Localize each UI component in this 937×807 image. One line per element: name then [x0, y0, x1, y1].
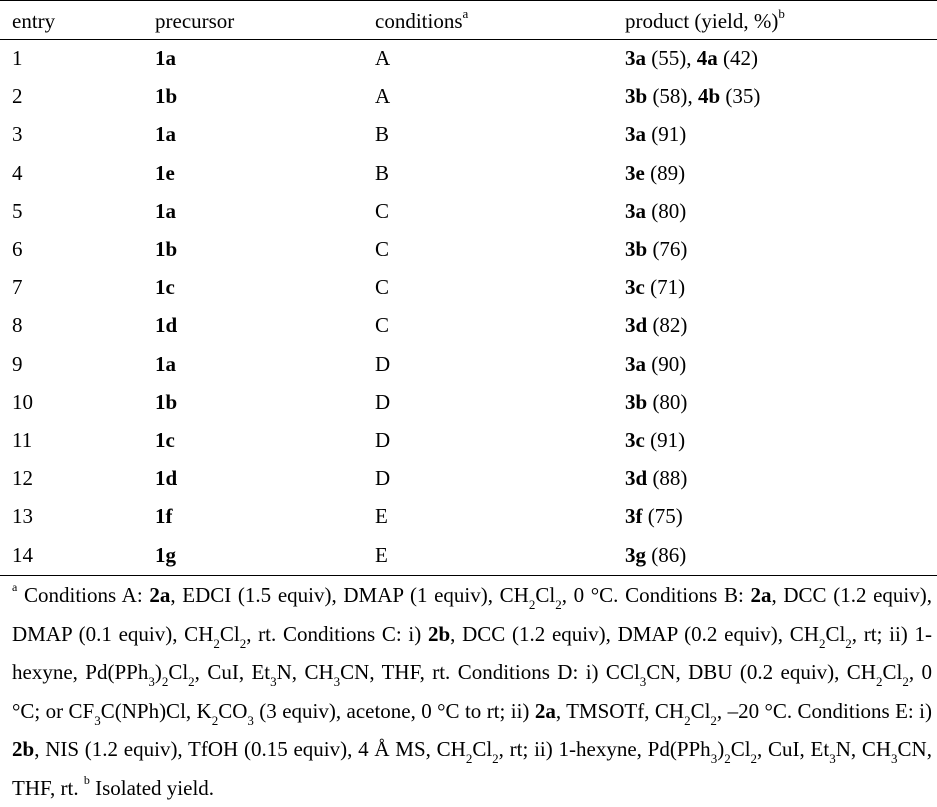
product-yield: (80) [652, 389, 688, 414]
footnote-a-segment: , CuI, Et [194, 660, 271, 684]
product-cell [625, 268, 685, 306]
table-row [0, 421, 937, 459]
footnote-a-segment: 2 [724, 751, 731, 767]
conditions-cell: C [375, 198, 390, 223]
entry-cell: 6 [12, 237, 23, 261]
conditions-cell: C [375, 313, 390, 338]
product-yield: (82) [652, 313, 688, 338]
footnote-b-marker: b [83, 772, 90, 787]
product-yield: (86) [651, 542, 687, 567]
footnote-a-marker: a [12, 580, 18, 594]
table-row [0, 345, 937, 383]
footnote-b-text: Isolated yield. [95, 775, 215, 800]
product-yield: (89) [650, 160, 686, 185]
footnote-a-segment: 2 [555, 597, 562, 613]
precursor-cell: 1f [155, 504, 173, 529]
footnote-a-segment: 3 [639, 674, 647, 690]
footnote-a-segment: 2 [528, 597, 536, 613]
conditions-cell: B [375, 160, 390, 185]
product-cell: 3a (55), 4a (42) [625, 46, 758, 70]
footnote-a-segment: 2 [845, 635, 852, 651]
footnote-a-segment: 2 [492, 751, 499, 767]
conditions-cell: B [375, 122, 390, 147]
footnote-a-segment: Cl [690, 698, 711, 723]
footnote-a-segment: Cl [825, 621, 846, 646]
table-row [0, 192, 937, 230]
table-row [0, 268, 937, 306]
footnote-a-segment: 2 [684, 712, 691, 728]
entry-cell: 12 [12, 466, 33, 491]
entry-cell: 10 [12, 389, 33, 414]
table-row [0, 536, 937, 574]
footnote-a-segment: ) [154, 660, 162, 684]
header-conditions [375, 2, 468, 40]
footnote-a-segment: 3 [710, 751, 718, 767]
table-row [0, 115, 937, 153]
product-yield: (80) [651, 198, 687, 223]
product-cell [625, 154, 685, 192]
footnote-a-segment: 2 [710, 712, 717, 728]
footnote-a-segment: 3 [270, 674, 277, 690]
product-cell [625, 345, 686, 383]
product-compound: 3d [625, 466, 648, 491]
product-compound: 3a [625, 122, 646, 147]
product-yield: (58) [652, 84, 688, 109]
entry-cell: 5 [12, 198, 23, 223]
product-yield: (88) [652, 466, 688, 491]
footnote-marker-b: b [778, 6, 785, 21]
precursor-cell: 1b [155, 389, 178, 414]
footnote-a-segment: , rt. Conditions C: i) [246, 621, 428, 646]
entry-cell: 13 [12, 504, 33, 529]
product-compound: 3f [625, 504, 643, 529]
footnote-a-segment: Cl [730, 737, 751, 761]
conditions-cell: A [375, 84, 391, 109]
footnote-a-segment: 2 [161, 674, 169, 690]
conditions-cell: C [375, 237, 390, 261]
product-compound: 3a [625, 351, 646, 376]
product-yield: (75) [647, 504, 683, 529]
footnote-a-segment: , 0 °C. Conditions B: [561, 583, 751, 607]
footnote-a-segment: ) [717, 737, 725, 761]
footnote-a-segment: 2b [12, 737, 35, 761]
precursor-cell: 1a [155, 351, 176, 376]
product-compound: 3b [625, 389, 648, 414]
product-compound: 3e [625, 160, 645, 185]
footnote-a-segment: Cl [219, 621, 240, 646]
footnote-a-segment: Conditions A: [24, 583, 150, 607]
product-yield: (55) [651, 46, 687, 70]
product-compound: 3c [625, 428, 645, 452]
header-row [0, 2, 937, 40]
header-entry: entry [12, 9, 56, 33]
precursor-cell: 1a [155, 46, 176, 70]
precursor-cell: 1c [155, 275, 175, 300]
precursor-cell: 1a [155, 198, 176, 223]
product-compound: 3d [625, 313, 648, 338]
footnote-a-segment: Cl [535, 583, 556, 607]
table-row [0, 497, 937, 535]
footnote-a-segment: 3 [333, 674, 341, 690]
table-footnotes [12, 576, 932, 807]
header-precursor: precursor [155, 9, 235, 33]
footnote-a-segment: 2 [902, 674, 909, 690]
footnote-a-segment: , NIS (1.2 equiv), TfOH (0.15 equiv), 4 Å MS, CH [34, 737, 466, 761]
footnote-a-segment: 2 [188, 674, 195, 690]
footnote-a-segment: , TMSOTf, CH [555, 698, 685, 723]
product-cell [625, 115, 686, 153]
footnote-a-segment: 2a [149, 583, 171, 607]
footnote-a-segment: 3 [247, 712, 254, 728]
footnote-a-segment: , rt; ii) 1-hexyne, Pd(PPh [12, 621, 932, 684]
footnote-a-segment: 2a [750, 583, 772, 607]
conditions-cell: A [375, 46, 391, 70]
footnote-a-segment: 3 [94, 712, 101, 728]
precursor-cell: 1b [155, 237, 178, 261]
footnote-a-segment: CN, THF, rt. Conditions D: i) CCl [340, 660, 640, 684]
product-yield: (42) [723, 46, 758, 70]
footnote-a-text [12, 583, 932, 800]
footnote-a-segment: 3 [891, 751, 898, 767]
product-yield: (90) [651, 351, 687, 376]
conditions-cell: D [375, 351, 391, 376]
top-rule [0, 0, 937, 1]
product-cell [625, 497, 683, 535]
entry-cell: 14 [12, 542, 33, 567]
footnote-a-segment: C(NPh)Cl, K [100, 698, 212, 723]
product-compound: 3b [625, 237, 648, 261]
footnote-a-segment: CN, THF, rt. [12, 737, 932, 800]
conditions-cell: D [375, 389, 391, 414]
footnote-a-segment: 2 [875, 674, 883, 690]
product-cell: 3b (58), 4b (35) [625, 84, 761, 109]
entry-cell: 8 [12, 313, 23, 338]
product-yield: (35) [725, 84, 761, 109]
product-cell [625, 536, 686, 574]
product-yield: (76) [652, 237, 688, 261]
product-compound: 4a [696, 46, 718, 70]
footnote-a-segment: 3 [148, 674, 155, 690]
footnote-a-segment: 2 [211, 712, 219, 728]
footnote-a-segment: , DCC (1.2 equiv), DMAP (0.1 equiv), CH [12, 583, 933, 646]
footnote-a [12, 580, 933, 800]
conditions-cell: D [375, 466, 391, 491]
entry-cell: 11 [12, 428, 33, 452]
footnote-a-segment: , CuI, Et [757, 737, 830, 761]
conditions-cell: C [375, 275, 390, 300]
entry-cell: 4 [12, 160, 23, 185]
footnote-a-segment: 2 [750, 751, 758, 767]
footnote-a-segment: N, CH [276, 660, 334, 684]
product-compound: 3a [625, 198, 646, 223]
product-cell [625, 421, 685, 459]
product-cell [625, 459, 687, 497]
precursor-cell: 1c [155, 428, 175, 452]
footnote-a-segment: Cl [168, 660, 189, 684]
footnote-a-segment: , 0 °C; or CF [12, 660, 932, 723]
table-row [0, 230, 937, 268]
footnote-marker-a: a [462, 6, 469, 21]
product-yield: (91) [651, 122, 687, 147]
product-yield: (71) [650, 275, 686, 300]
product-compound: 3c [625, 275, 645, 300]
footnote-b [83, 772, 215, 800]
precursor-cell: 1e [155, 160, 175, 185]
header-product [625, 2, 785, 40]
table-row [0, 383, 937, 421]
precursor-cell: 1d [155, 313, 178, 338]
product-cell [625, 383, 687, 421]
product-yield: (91) [650, 428, 686, 452]
footnote-a-segment: 2a [534, 698, 556, 723]
product-compound: 3g [625, 542, 646, 567]
footnote-a-segment: 2 [818, 635, 826, 651]
header-product-label: product (yield, %) [625, 9, 779, 33]
product-compound: 3a [625, 46, 646, 70]
table-row [0, 77, 937, 115]
table-row [0, 154, 937, 192]
table-row [0, 459, 937, 497]
footnote-a-segment: 2 [213, 635, 220, 651]
conditions-cell: D [375, 428, 391, 452]
footnote-a-segment: CO [218, 698, 248, 723]
precursor-cell: 1d [155, 466, 178, 491]
footnote-a-segment: , DCC (1.2 equiv), DMAP (0.2 equiv), CH [450, 621, 819, 646]
entry-cell: 2 [12, 84, 23, 109]
footnote-a-segment: N, CH [835, 737, 892, 761]
conditions-cell: E [375, 504, 388, 529]
footnote-a-segment: , rt; ii) 1-hexyne, Pd(PPh [498, 737, 711, 761]
entry-cell: 9 [12, 351, 23, 376]
footnote-a-segment: CN, DBU (0.2 equiv), CH [646, 660, 876, 684]
footnote-a-segment: 2 [465, 751, 473, 767]
footnote-a-segment: 2 [239, 635, 247, 651]
entry-cell: 1 [12, 46, 23, 70]
header-conditions-label: conditions [375, 9, 463, 33]
product-cell [625, 192, 686, 230]
entry-cell: 7 [12, 275, 23, 300]
footnote-a-segment: 2b [427, 621, 451, 646]
table-row [0, 306, 937, 344]
footnote-a-segment: Cl [472, 737, 493, 761]
product-compound: 4b [697, 84, 721, 109]
entry-cell: 3 [12, 122, 23, 147]
product-compound: 3b [625, 84, 648, 109]
product-cell [625, 306, 687, 344]
footnote-a-segment: , EDCI (1.5 equiv), DMAP (1 equiv), CH [170, 583, 529, 607]
precursor-cell: 1a [155, 122, 176, 147]
footnote-a-segment: (3 equiv), acetone, 0 °C to rt; ii) [253, 698, 535, 723]
conditions-cell: E [375, 542, 388, 567]
precursor-cell: 1g [155, 542, 176, 567]
footnote-a-segment: , –20 °C. Conditions E: i) [716, 698, 932, 723]
table-row [0, 39, 937, 77]
product-cell [625, 230, 687, 268]
footnote-a-segment: Cl [882, 660, 903, 684]
footnote-a-segment: 3 [829, 751, 836, 767]
precursor-cell: 1b [155, 84, 178, 109]
